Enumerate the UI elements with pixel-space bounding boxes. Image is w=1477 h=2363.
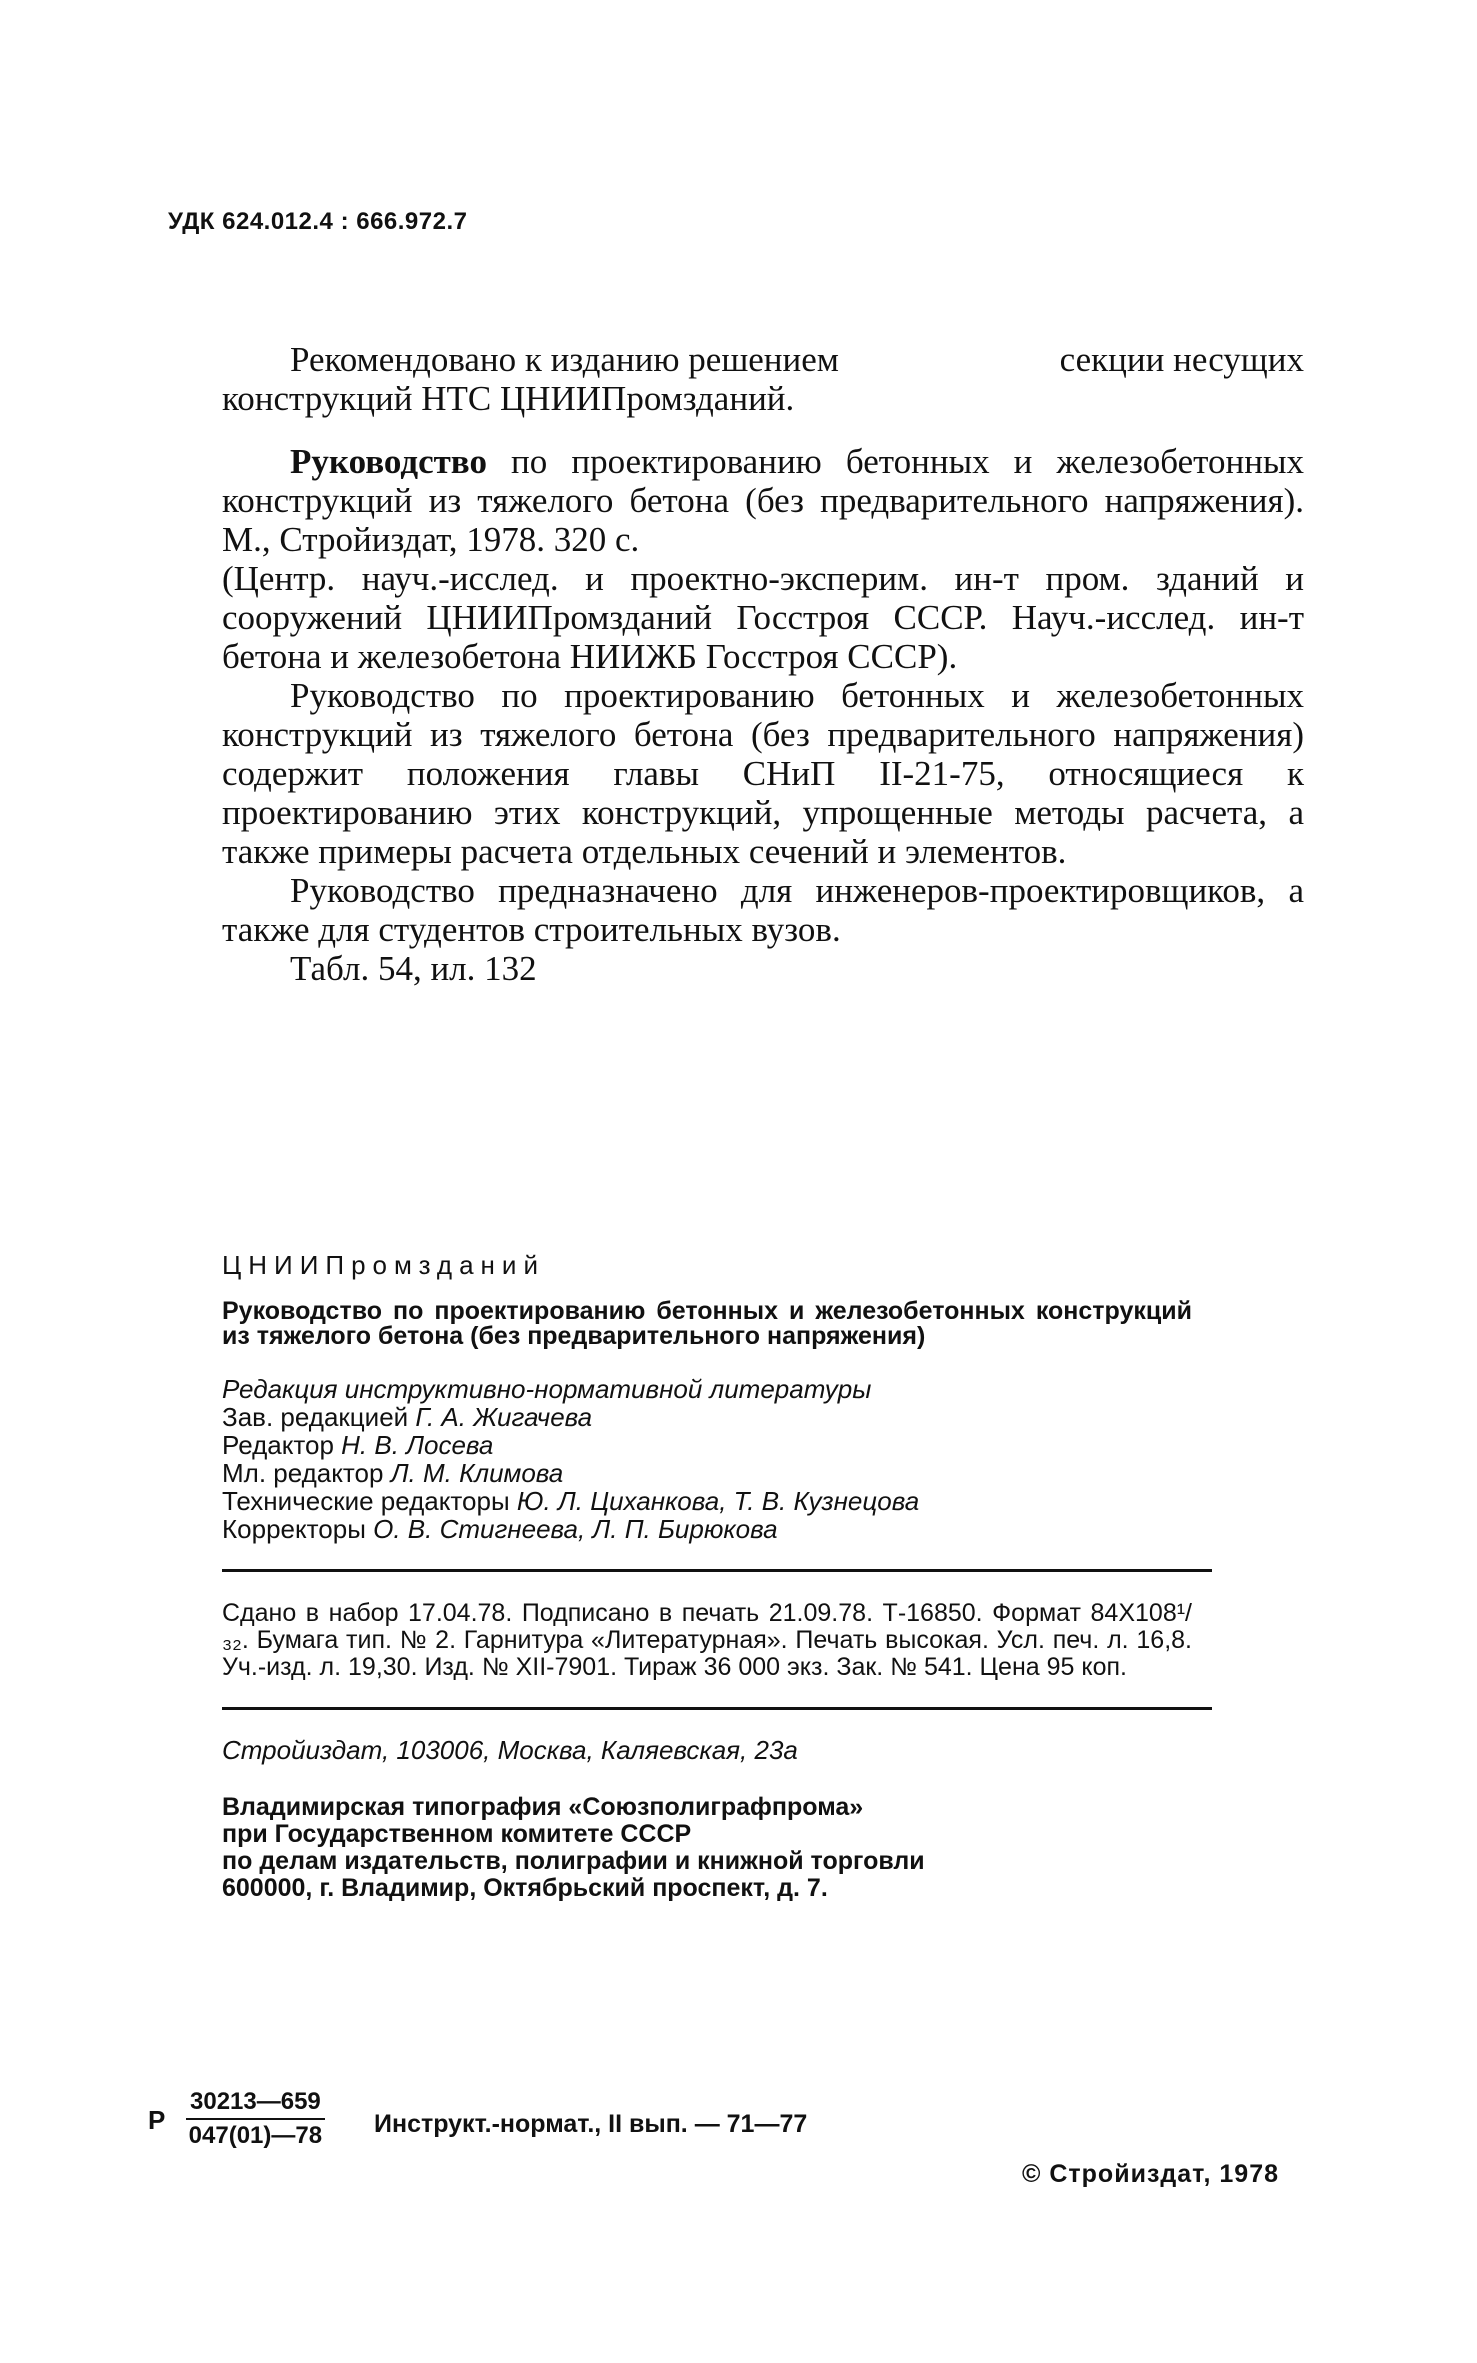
staff-name: О. В. Стигнеева, Л. П. Бирюкова xyxy=(373,1514,778,1544)
editorial-office: Редакция инструктивно-нормативной литературы xyxy=(222,1374,872,1404)
authors-note: (Центр. науч.-исслед. и проектно-эксперим. ин-т пром. зданий и сооружений ЦНИИПромзданий Госстроя СССР. Науч.-исслед. ин-т бетона и железобетона НИИЖБ Госстроя СССР). xyxy=(222,559,1304,676)
index-denominator: 047(01)—78 xyxy=(188,2122,323,2149)
printer-info xyxy=(222,1794,1192,1902)
printer-line: Владимирская типография «Союзполиграфпрома» xyxy=(222,1793,864,1821)
imprint-block xyxy=(222,1250,1192,1902)
recommendation-text-b: секции несущих xyxy=(1059,340,1304,379)
staff-name: Ю. Л. Циханкова, Т. В. Кузнецова xyxy=(516,1486,920,1516)
staff-role: Мл. редактор xyxy=(222,1458,384,1488)
copyright-notice: © Стройиздат, 1978 xyxy=(1022,2160,1280,2188)
printer-line: по делам издательств, полиграфии и книжной торговли xyxy=(222,1847,925,1875)
series-info: Инструкт.-нормат., II вып. — 71—77 xyxy=(374,2110,808,2138)
staff-role: Зав. редакцией xyxy=(222,1402,409,1432)
organization-name: ЦНИИПромзданий xyxy=(222,1250,545,1280)
staff-role: Редактор xyxy=(222,1430,334,1460)
divider-top xyxy=(222,1569,1212,1572)
staff-list xyxy=(222,1375,1192,1543)
staff-role: Технические редакторы xyxy=(222,1486,510,1516)
staff-row xyxy=(222,1487,1192,1515)
book-title: Руководство по проектированию бетонных и железобетонных конструкций из тяжелого бетона (без предварительного напряжения) xyxy=(222,1297,1192,1350)
description-paragraph: Руководство по проектированию бетонных и железобетонных конструкций из тяжелого бетона (без предварительного напряжения) содержит положения главы СНиП II-21-75, относящиеся к проектированию этих конструкций, упрощенные методы расчета, а также примеры расчета отдельных сечений и элементов. xyxy=(222,676,1304,871)
index-fraction xyxy=(186,2088,325,2150)
recommendation-text-c: конструкций НТС ЦНИИПромзданий. xyxy=(222,379,795,418)
staff-row xyxy=(222,1515,1192,1543)
staff-row xyxy=(222,1431,1192,1459)
print-info: Сдано в набор 17.04.78. Подписано в печать 21.09.78. Т-16850. Формат 84X108¹/₃₂. Бумага тип. № 2. Гарнитура «Литературная». Печать высокая. Усл. печ. л. 16,8. Уч.-изд. л. 19,30. Изд. № XII-7901. Тираж 36 000 экз. Зак. № 541. Цена 95 коп. xyxy=(222,1599,1192,1681)
divider-bottom xyxy=(222,1707,1212,1710)
staff-name: Г. А. Жигачева xyxy=(415,1402,593,1432)
recommendation-line xyxy=(222,340,1304,379)
recommendation-text-a: Рекомендовано к изданию решением xyxy=(290,340,839,379)
staff-row xyxy=(222,1403,1192,1431)
staff-row xyxy=(222,1459,1192,1487)
annotation-block xyxy=(222,340,1304,988)
index-letter: Р xyxy=(148,2105,166,2135)
staff-role: Корректоры xyxy=(222,1514,366,1544)
title-bold-word: Руководство xyxy=(290,442,487,481)
staff-name: Н. В. Лосева xyxy=(341,1430,494,1460)
publisher-address: Стройиздат, 103006, Москва, Каляевская, 23а xyxy=(222,1735,798,1765)
title-rest: по проектированию бетонных и железобетонных конструкций из тяжелого бетона (без предварительного напряжения). М., Стройиздат, 1978. 320 с. xyxy=(222,442,1304,559)
tables-count: Табл. 54, ил. 132 xyxy=(290,949,537,988)
bibliographic-title xyxy=(222,442,1304,559)
printer-line: при Государственном комитете СССР xyxy=(222,1820,692,1848)
printer-line: 600000, г. Владимир, Октябрьский проспект, д. 7. xyxy=(222,1874,828,1902)
staff-name: Л. М. Климова xyxy=(390,1458,564,1488)
audience-paragraph: Руководство предназначено для инженеров-проектировщиков, а также для студентов строительных вузов. xyxy=(222,871,1304,949)
udk-code: УДК 624.012.4 : 666.972.7 xyxy=(168,208,468,235)
index-numerator: 30213—659 xyxy=(186,2088,325,2120)
